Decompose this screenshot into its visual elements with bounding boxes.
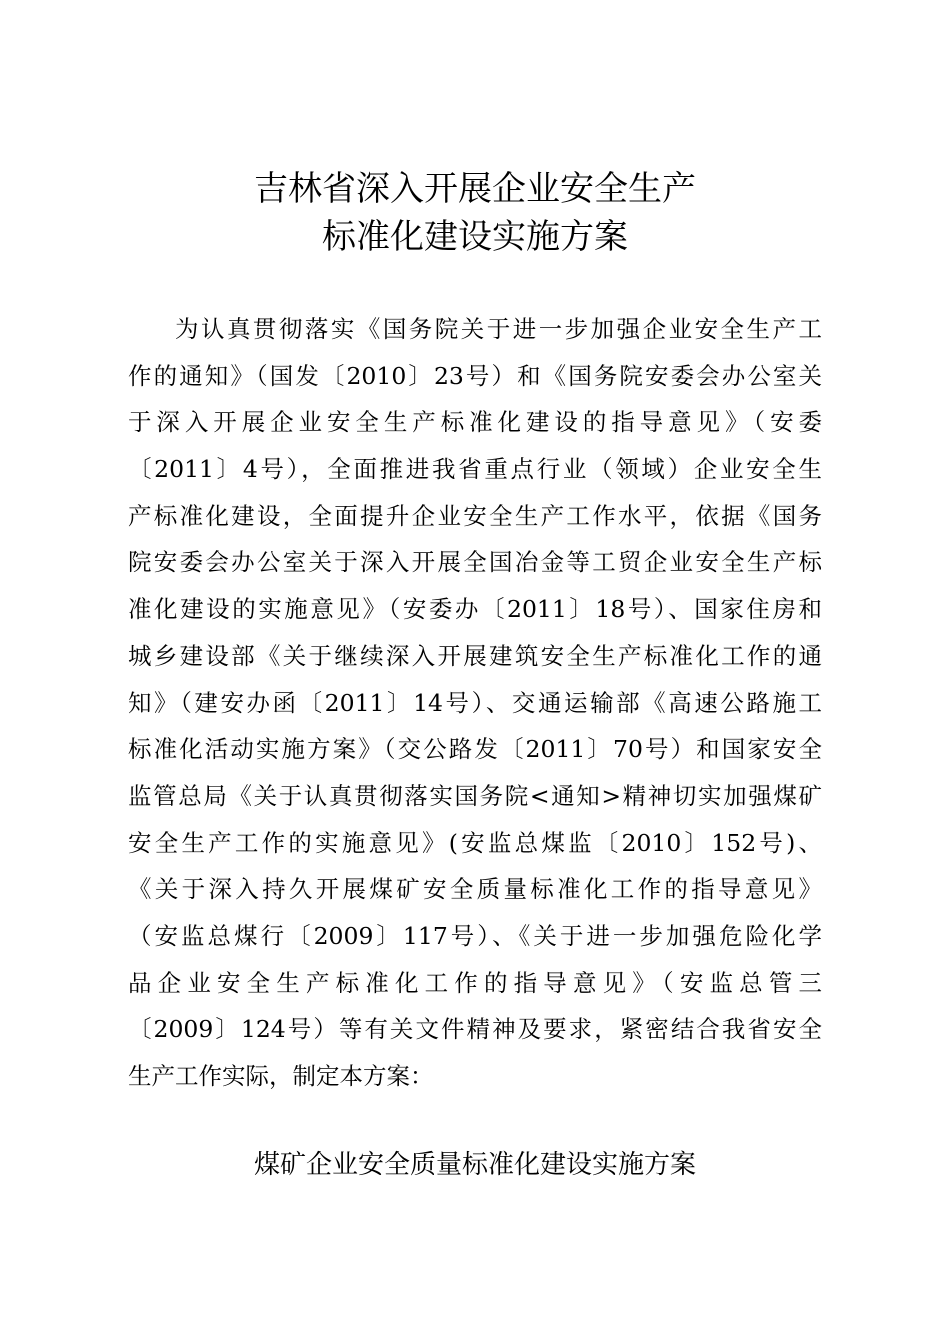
body-line: 准化建设的实施意见》（安委办〔2011〕18号）、国家住房和 <box>128 595 822 624</box>
body-line: 产标准化建设，全面提升企业安全生产工作水平，依据《国务 <box>128 501 822 530</box>
body-line: 于深入开展企业安全生产标准化建设的指导意见》（安委 <box>128 408 822 437</box>
section-heading: 煤矿企业安全质量标准化建设实施方案 <box>253 1150 696 1180</box>
document-title-line-2: 标准化建设实施方案 <box>322 217 628 257</box>
body-line: 标准化活动实施方案》（交公路发〔2011〕70号）和国家安全 <box>128 735 822 764</box>
body-line: 〔2011〕4号），全面推进我省重点行业（领域）企业安全生 <box>128 455 822 484</box>
body-line: （安监总煤行〔2009〕117号）、《关于进一步加强危险化学 <box>128 921 822 950</box>
body-line: 品企业安全生产标准化工作的指导意见》（安监总管三 <box>128 968 822 997</box>
body-line: 《关于深入持久开展煤矿安全质量标准化工作的指导意见》 <box>128 875 822 904</box>
body-line: 安全生产工作的实施意见》(安监总煤监〔2010〕152号)、 <box>128 828 822 857</box>
document-title-line-1: 吉林省深入开展企业安全生产 <box>254 169 696 209</box>
body-line: 城乡建设部《关于继续深入开展建筑安全生产标准化工作的通 <box>128 641 822 670</box>
body-line: 为认真贯彻落实《国务院关于进一步加强企业安全生产工 <box>175 315 822 343</box>
body-line: 作的通知》（国发〔2010〕23号）和《国务院安委会办公室关 <box>128 361 822 390</box>
body-line: 〔2009〕124号）等有关文件精神及要求，紧密结合我省安全 <box>128 1015 822 1044</box>
body-line: 知》（建安办函〔2011〕14号）、交通运输部《高速公路施工 <box>128 688 822 717</box>
body-line: 生产工作实际，制定本方案： <box>128 1062 434 1090</box>
body-line: 监管总局《关于认真贯彻落实国务院<通知>精神切实加强煤矿 <box>128 781 822 810</box>
body-paragraph <box>128 306 822 1100</box>
body-line: 院安委会办公室关于深入开展全国冶金等工贸企业安全生产标 <box>128 548 822 577</box>
